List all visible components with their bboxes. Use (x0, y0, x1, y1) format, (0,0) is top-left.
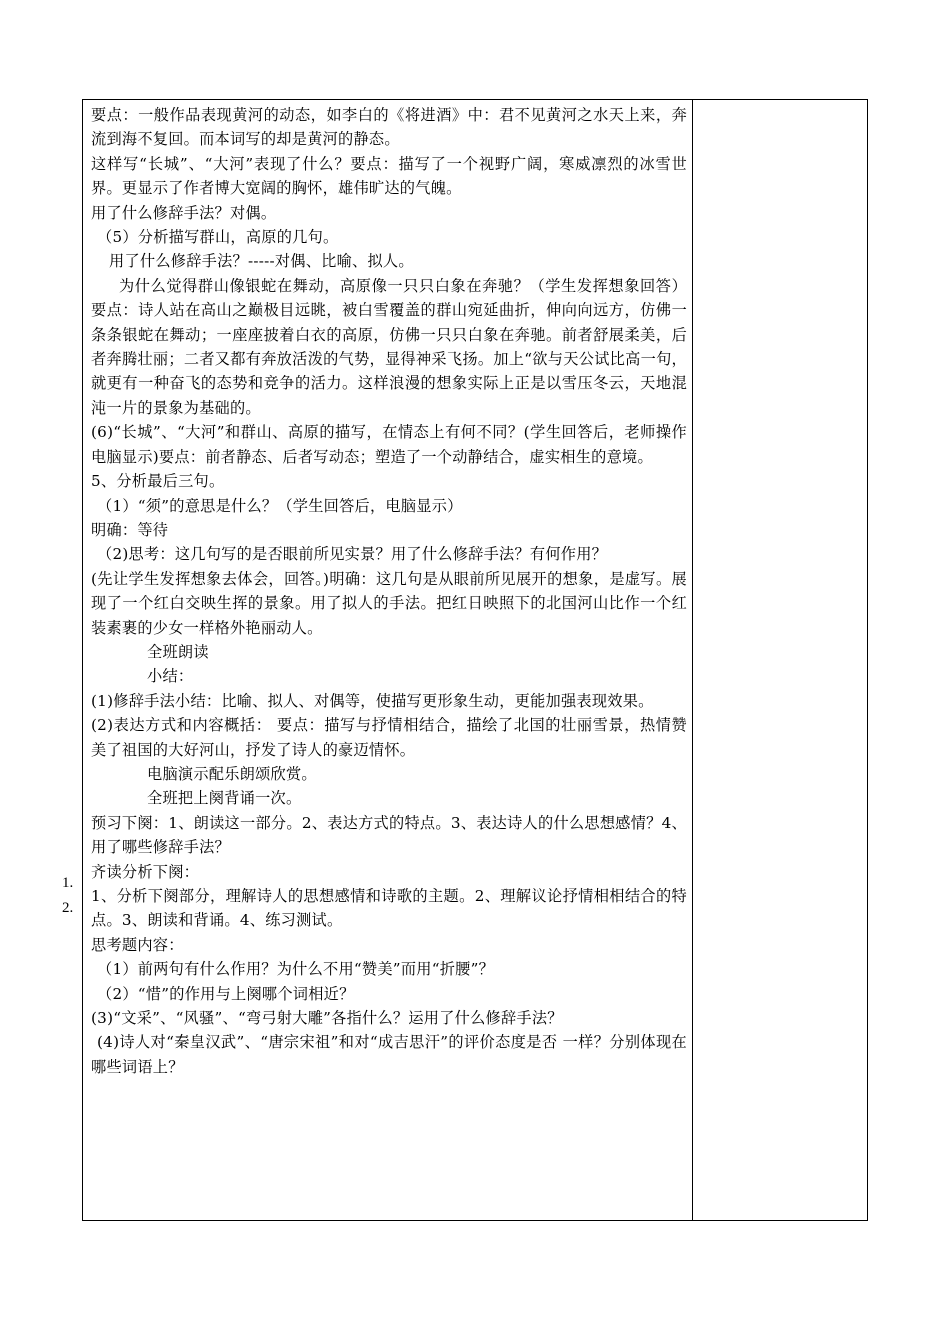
paragraph: (3)“文采”、“风骚”、“弯弓射大雕”各指什么？运用了什么修辞手法？ (91, 1009, 563, 1028)
paragraph: 要点：一般作品表现黄河的动态，如李白的《将进酒》中：君不见黄河之水天上来，奔流到海不复回。而本词写的却是黄河的静态。 (91, 106, 687, 149)
list-marker: 1. (62, 875, 74, 891)
paragraph: (6)“长城”、“大河”和群山、高原的描写，在情态上有何不同？(学生回答后，老师操作电脑显示)要点：前者静态、后者写动态；塑造了一个动静结合，虚实相生的意境。 (91, 423, 687, 466)
paragraph: 全班把上阕背诵一次。 (147, 789, 302, 808)
paragraph: 预习下阕：1、朗读这一部分。2、表达方式的特点。3、表达诗人的什么思想感情？4、用了哪些修辞手法？ (91, 813, 687, 857)
paragraph: (先让学生发挥想象去体会，回答。)明确：这几句是从眼前所见展开的想象，是虚写。展现了一个红白交映生挥的景象。用了拟人的手法。把红日映照下的北国河山比作一个红装素裹的少女一样格外艳丽动人。 (91, 569, 687, 637)
paragraph: （2)思考：这几句写的是否眼前所见实景？用了什么修辞手法？有何作用？ (97, 545, 608, 564)
paragraph: 用了什么修辞手法？对偶。 (91, 203, 277, 222)
lesson-content (91, 103, 687, 1079)
paragraph: （1）前两句有什么作用？为什么不用“赞美”而用“折腰”？ (97, 960, 495, 979)
paragraph: (4)诗人对“秦皇汉武”、“唐宗宋祖”和对“成吉思汗”的评价态度是否 一样？分别体现在哪些词语上？ (91, 1033, 687, 1076)
paragraph: 1、分析下阕部分，理解诗人的思想感情和诗歌的主题。2、理解议论抒情相相结合的特点。3、朗读和背诵。4、练习测试。 (91, 887, 687, 930)
list-marker: 2. (62, 900, 74, 916)
paragraph: 全班朗读 (147, 642, 209, 661)
paragraph: 齐读分析下阕： (91, 862, 200, 881)
paragraph: 小结： (147, 667, 194, 686)
paragraph: (2)表达方式和内容概括： 要点：描写与抒情相结合，描绘了北国的壮丽雪景，热情赞美了祖国的大好河山，抒发了诗人的豪迈情怀。 (91, 716, 687, 759)
paragraph: 明确：等待 (91, 520, 169, 539)
paragraph: 5、分析最后三句。 (91, 472, 225, 491)
paragraph: 用了什么修辞手法？-----对偶、比喻、拟人。 (109, 252, 414, 271)
table-column-divider (692, 99, 693, 1221)
paragraph: （1）“须”的意思是什么？（学生回答后，电脑显示） (97, 496, 463, 515)
paragraph: （5）分析描写群山，高原的几句。 (97, 228, 339, 247)
paragraph: 这样写“长城”、“大河”表现了什么？要点：描写了一个视野广阔，寒威凛烈的冰雪世界。更显示了作者博大宽阔的胸怀，雄伟旷达的气魄。 (91, 154, 687, 198)
paragraph: 思考题内容： (91, 935, 184, 954)
paragraph: (1)修辞手法小结：比喻、拟人、对偶等，使描写更形象生动，更能加强表现效果。 (91, 691, 654, 710)
paragraph: 电脑演示配乐朗颂欣赏。 (147, 764, 317, 783)
paragraph: 为什么觉得群山像银蛇在舞动，高原像一只只白象在奔驰？（学生发挥想象回答） 要点：诗人站在高山之巅极目远眺，被白雪覆盖的群山宛延曲折，伸向向远方，仿佛一条条银蛇在舞动；一座座披着白衣的高原，仿佛一只只白象在奔驰。前者舒展柔美，后者奔腾壮丽；二者又都有奔放活泼的气势，显得神采飞扬。加上“欲与天公试比高一句，就更有一种奋飞的态势和竞争的活力。这样浪漫的想象实际上正是以雪压冬云，天地混沌一片的景象为基础的。 (91, 276, 687, 417)
paragraph: （2）“惜”的作用与上阕哪个词相近？ (97, 984, 355, 1003)
